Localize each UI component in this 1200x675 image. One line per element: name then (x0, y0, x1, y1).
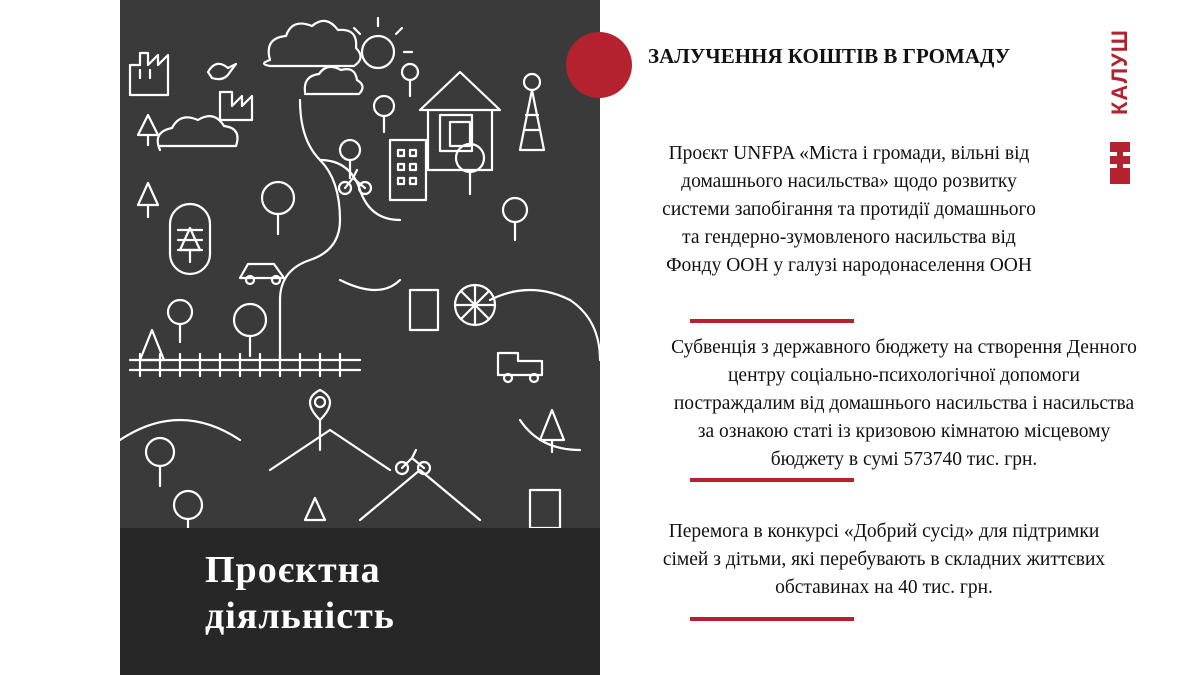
text-line: Фонду ООН у галузі народонаселення ООН (666, 255, 1032, 276)
text-line: Перемога в конкурсі «Добрий сусід» для підтримки (668, 521, 1100, 542)
red-divider (690, 478, 854, 482)
logo-wordmark: КАЛУШ (1107, 29, 1132, 115)
text-line: Субвенція з державного бюджету на створення Денного (671, 337, 1137, 358)
project-block-unfpa (614, 140, 1084, 280)
red-circle-accent (566, 32, 632, 98)
text-line: обставинах на 40 тис. грн. (775, 577, 993, 598)
text-line: системи запобігання та протидії домашнього (662, 199, 1036, 220)
section-title-line-2: діяльність (205, 595, 395, 637)
city-doodle-illustration (120, 0, 600, 528)
text-line: та гендерно-зумовленого насильства від (682, 227, 1016, 248)
text-line: центру соціально-психологічної допомоги (727, 365, 1080, 386)
text-line: домашнього насильства» щодо розвитку (681, 171, 1017, 192)
section-title-band (120, 528, 600, 675)
section-title-line-1: Проєктна (205, 549, 381, 591)
text-line: за ознакою статі із кризовою кімнатою місцевому (697, 421, 1111, 442)
text-line: Проєкт UNFPA «Міста і громади, вільні від (668, 143, 1030, 164)
red-divider (690, 319, 854, 323)
text-line: бюджету в сумі 573740 тис. грн. (770, 449, 1038, 470)
red-divider (690, 617, 854, 621)
illustration-panel (120, 0, 600, 675)
project-block-good-neighbor (614, 518, 1154, 602)
project-block-subvention (614, 334, 1194, 474)
text-line: постраждалим від домашнього насильства і насильства (673, 393, 1135, 414)
text-line: сімей з дітьми, які перебувають в складних життєвих (662, 549, 1106, 570)
page-heading: ЗАЛУЧЕННЯ КОШТІВ В ГРОМАДУ (648, 44, 1011, 68)
